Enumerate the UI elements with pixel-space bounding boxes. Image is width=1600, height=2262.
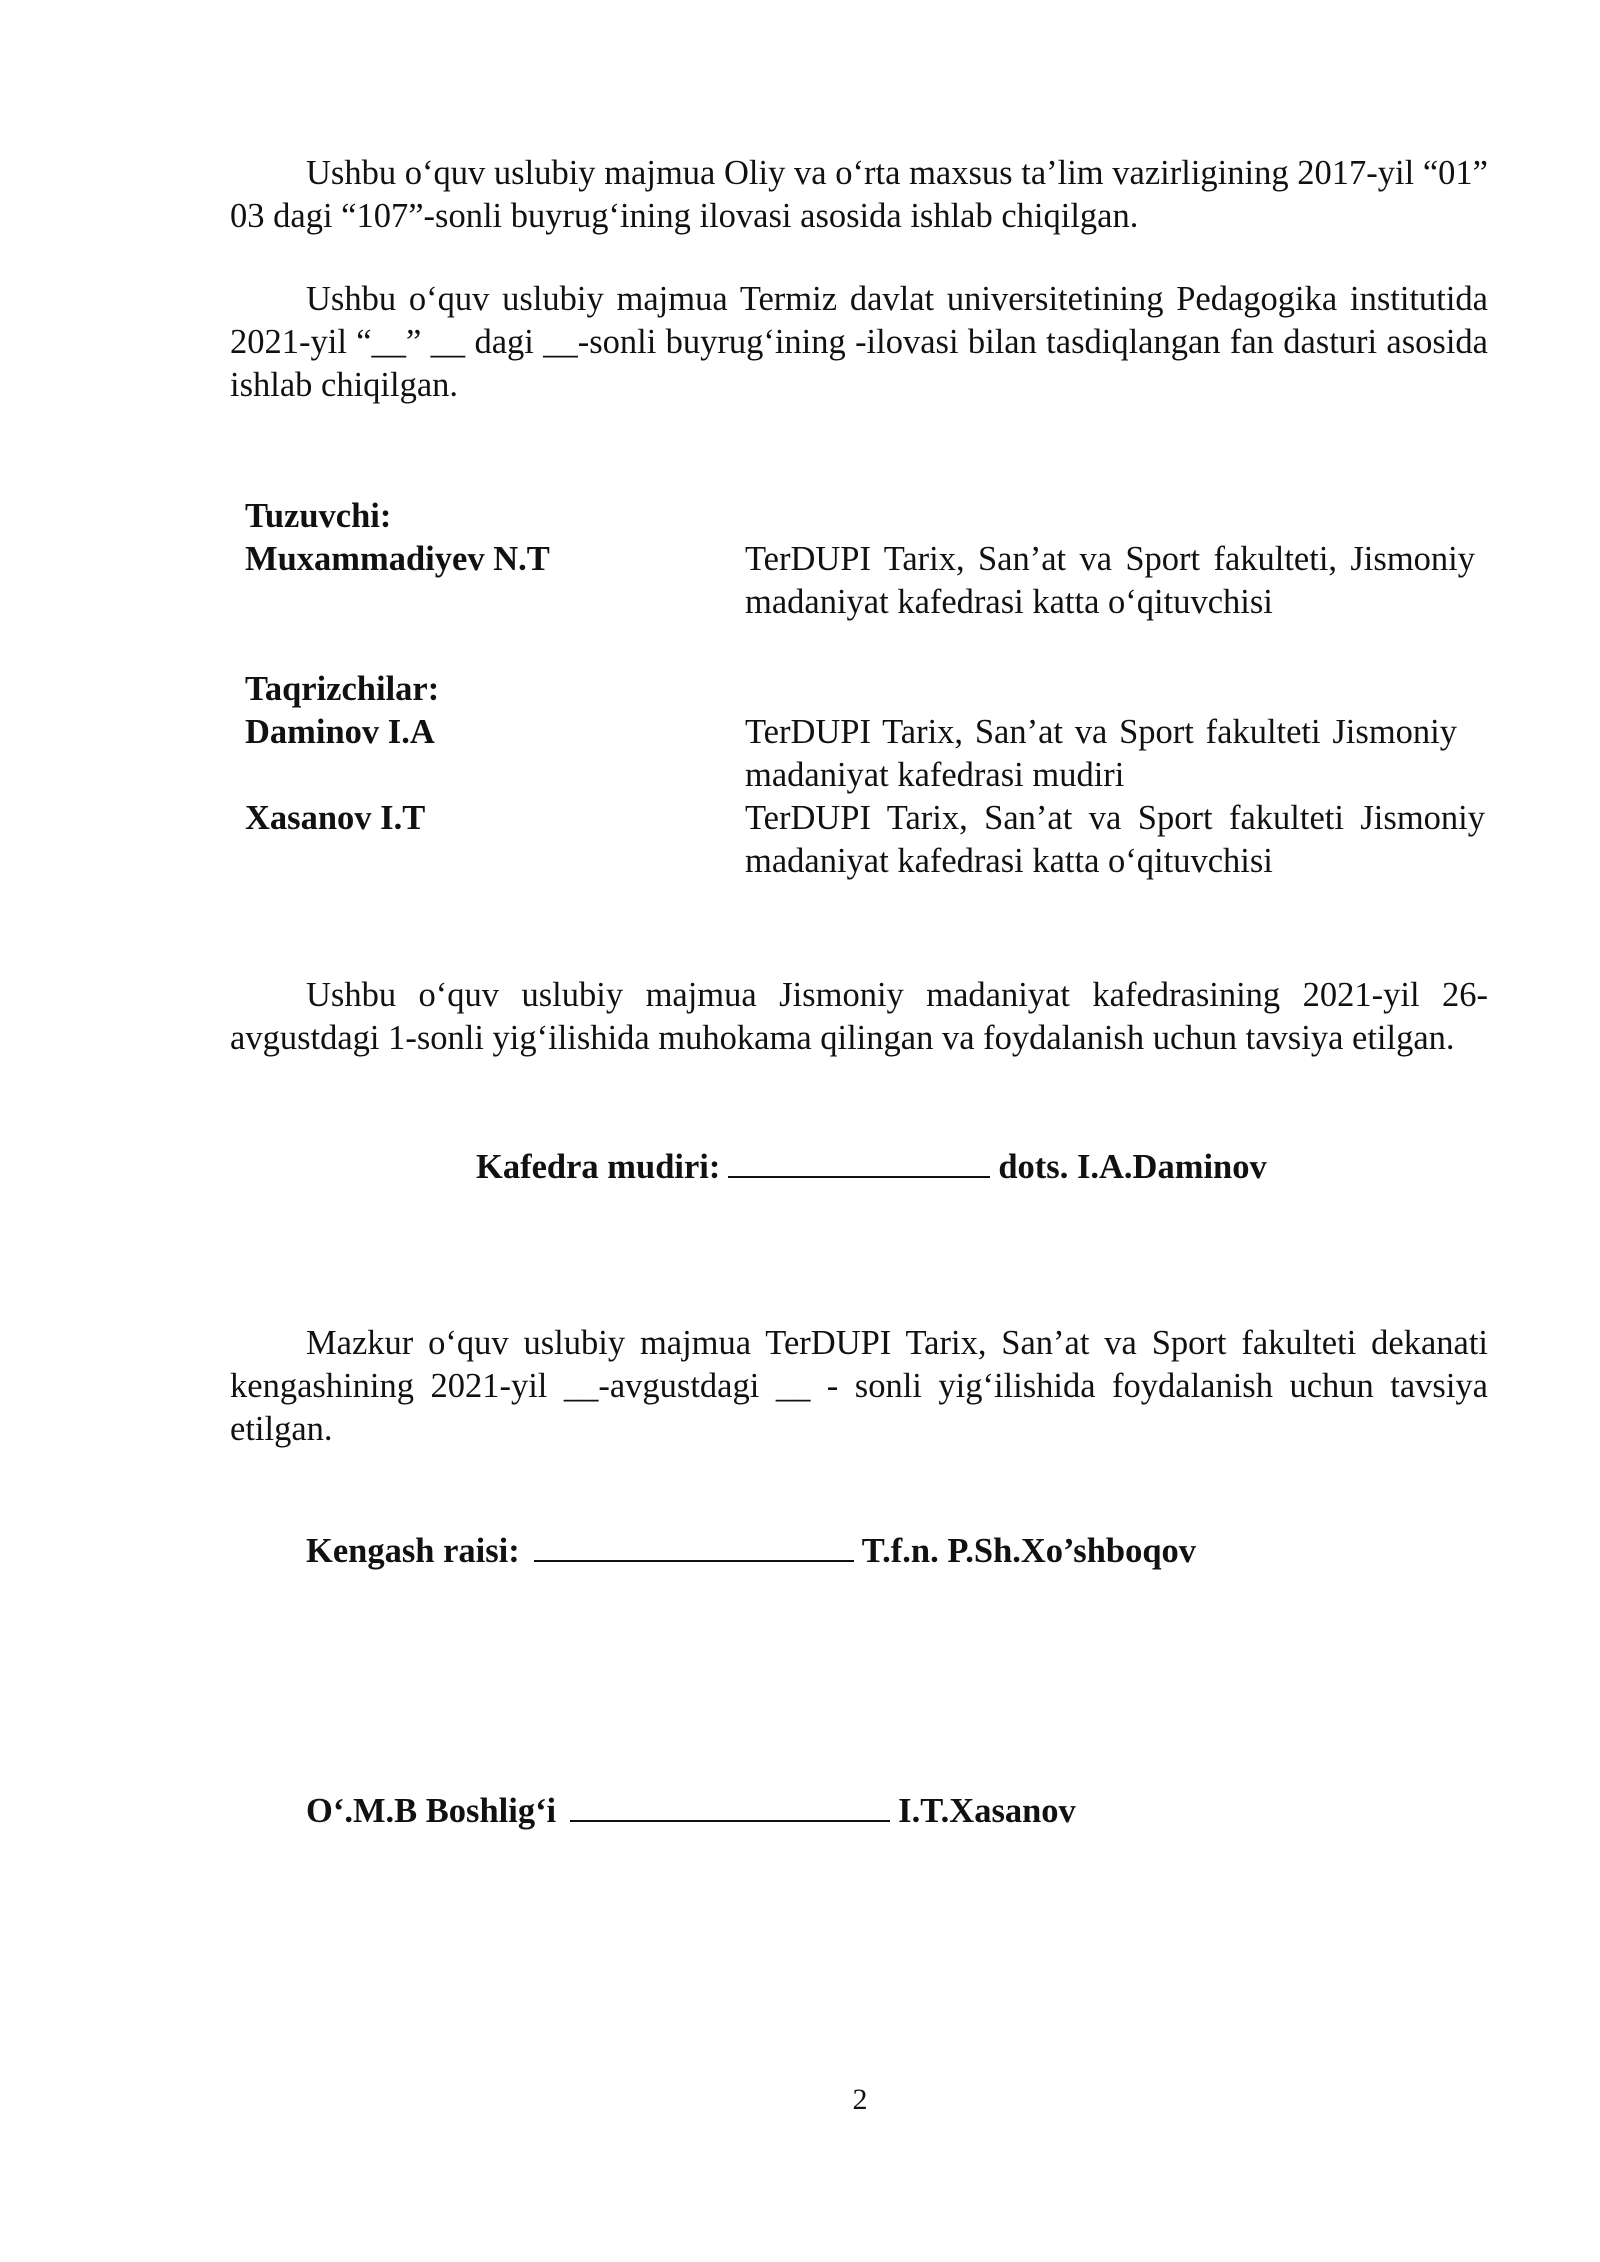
department-head-label: Kafedra mudiri: [476, 1148, 721, 1186]
reviewer-1-description: TerDUPI Tarix, San’at va Sport fakulteti Jismoniy madaniyat kafedrasi mudiri [745, 713, 1457, 794]
intro-paragraph-institute: Ushbu o‘quv uslubiy majmua Termiz davlat universitetining Pedagogika institutida 2021-yil “__” __ dagi __-sonli buyrug‘ining -ilovasi bilan tasdiqlangan fan dasturi asosida ishlab chiqilgan. [230, 280, 1488, 404]
faculty-approval-paragraph: Mazkur o‘quv uslubiy majmua TerDUPI Tarix, San’at va Sport fakulteti dekanati kengashining 2021-yil __-avgustdagi __ - sonli yig‘ilishida foydalanish uchun tavsiya etilgan. [230, 1324, 1488, 1448]
reviewer-2-name: Xasanov I.T [245, 799, 426, 837]
department-head-name: dots. I.A.Daminov [998, 1148, 1267, 1186]
council-chair-signature [306, 1530, 1196, 1573]
compiler-name: Muxammadiyev N.T [245, 540, 550, 578]
page-number: 2 [852, 2083, 868, 2116]
signature-line [728, 1146, 990, 1178]
intro-paragraph-ministry: Ushbu o‘quv uslubiy majmua Oliy va o‘rta maxsus ta’lim vazirligining 2017-yil “01” 03 dagi “107”-sonli buyrug‘ining ilovasi asosida ishlab chiqilgan. [230, 154, 1488, 235]
signature-line [570, 1790, 890, 1822]
reviewer-1-name: Daminov I.A [245, 713, 435, 751]
department-head-signature [476, 1146, 1267, 1189]
council-chair-name: T.f.n. P.Sh.Xo’shboqov [861, 1532, 1197, 1570]
department-approval-paragraph: Ushbu o‘quv uslubiy majmua Jismoniy madaniyat kafedrasining 2021-yil 26-avgustdagi 1-sonli yig‘ilishida muhokama qilingan va foydalanish uchun tavsiya etilgan. [230, 976, 1488, 1057]
omb-head-label: O‘.M.B Boshlig‘i [306, 1792, 557, 1830]
council-chair-label: Kengash raisi: [306, 1532, 520, 1570]
reviewers-heading: Taqrizchilar: [245, 670, 440, 708]
signature-line [534, 1530, 854, 1562]
omb-head-signature [306, 1790, 1076, 1833]
compiler-heading: Tuzuvchi: [245, 497, 392, 535]
reviewer-2-description: TerDUPI Tarix, San’at va Sport fakulteti Jismoniy madaniyat kafedrasi katta o‘qituvchisi [745, 799, 1485, 880]
omb-head-name: I.T.Xasanov [898, 1792, 1076, 1830]
compiler-description: TerDUPI Tarix, San’at va Sport fakulteti, Jismoniy madaniyat kafedrasi katta o‘qituvchisi [745, 540, 1475, 621]
